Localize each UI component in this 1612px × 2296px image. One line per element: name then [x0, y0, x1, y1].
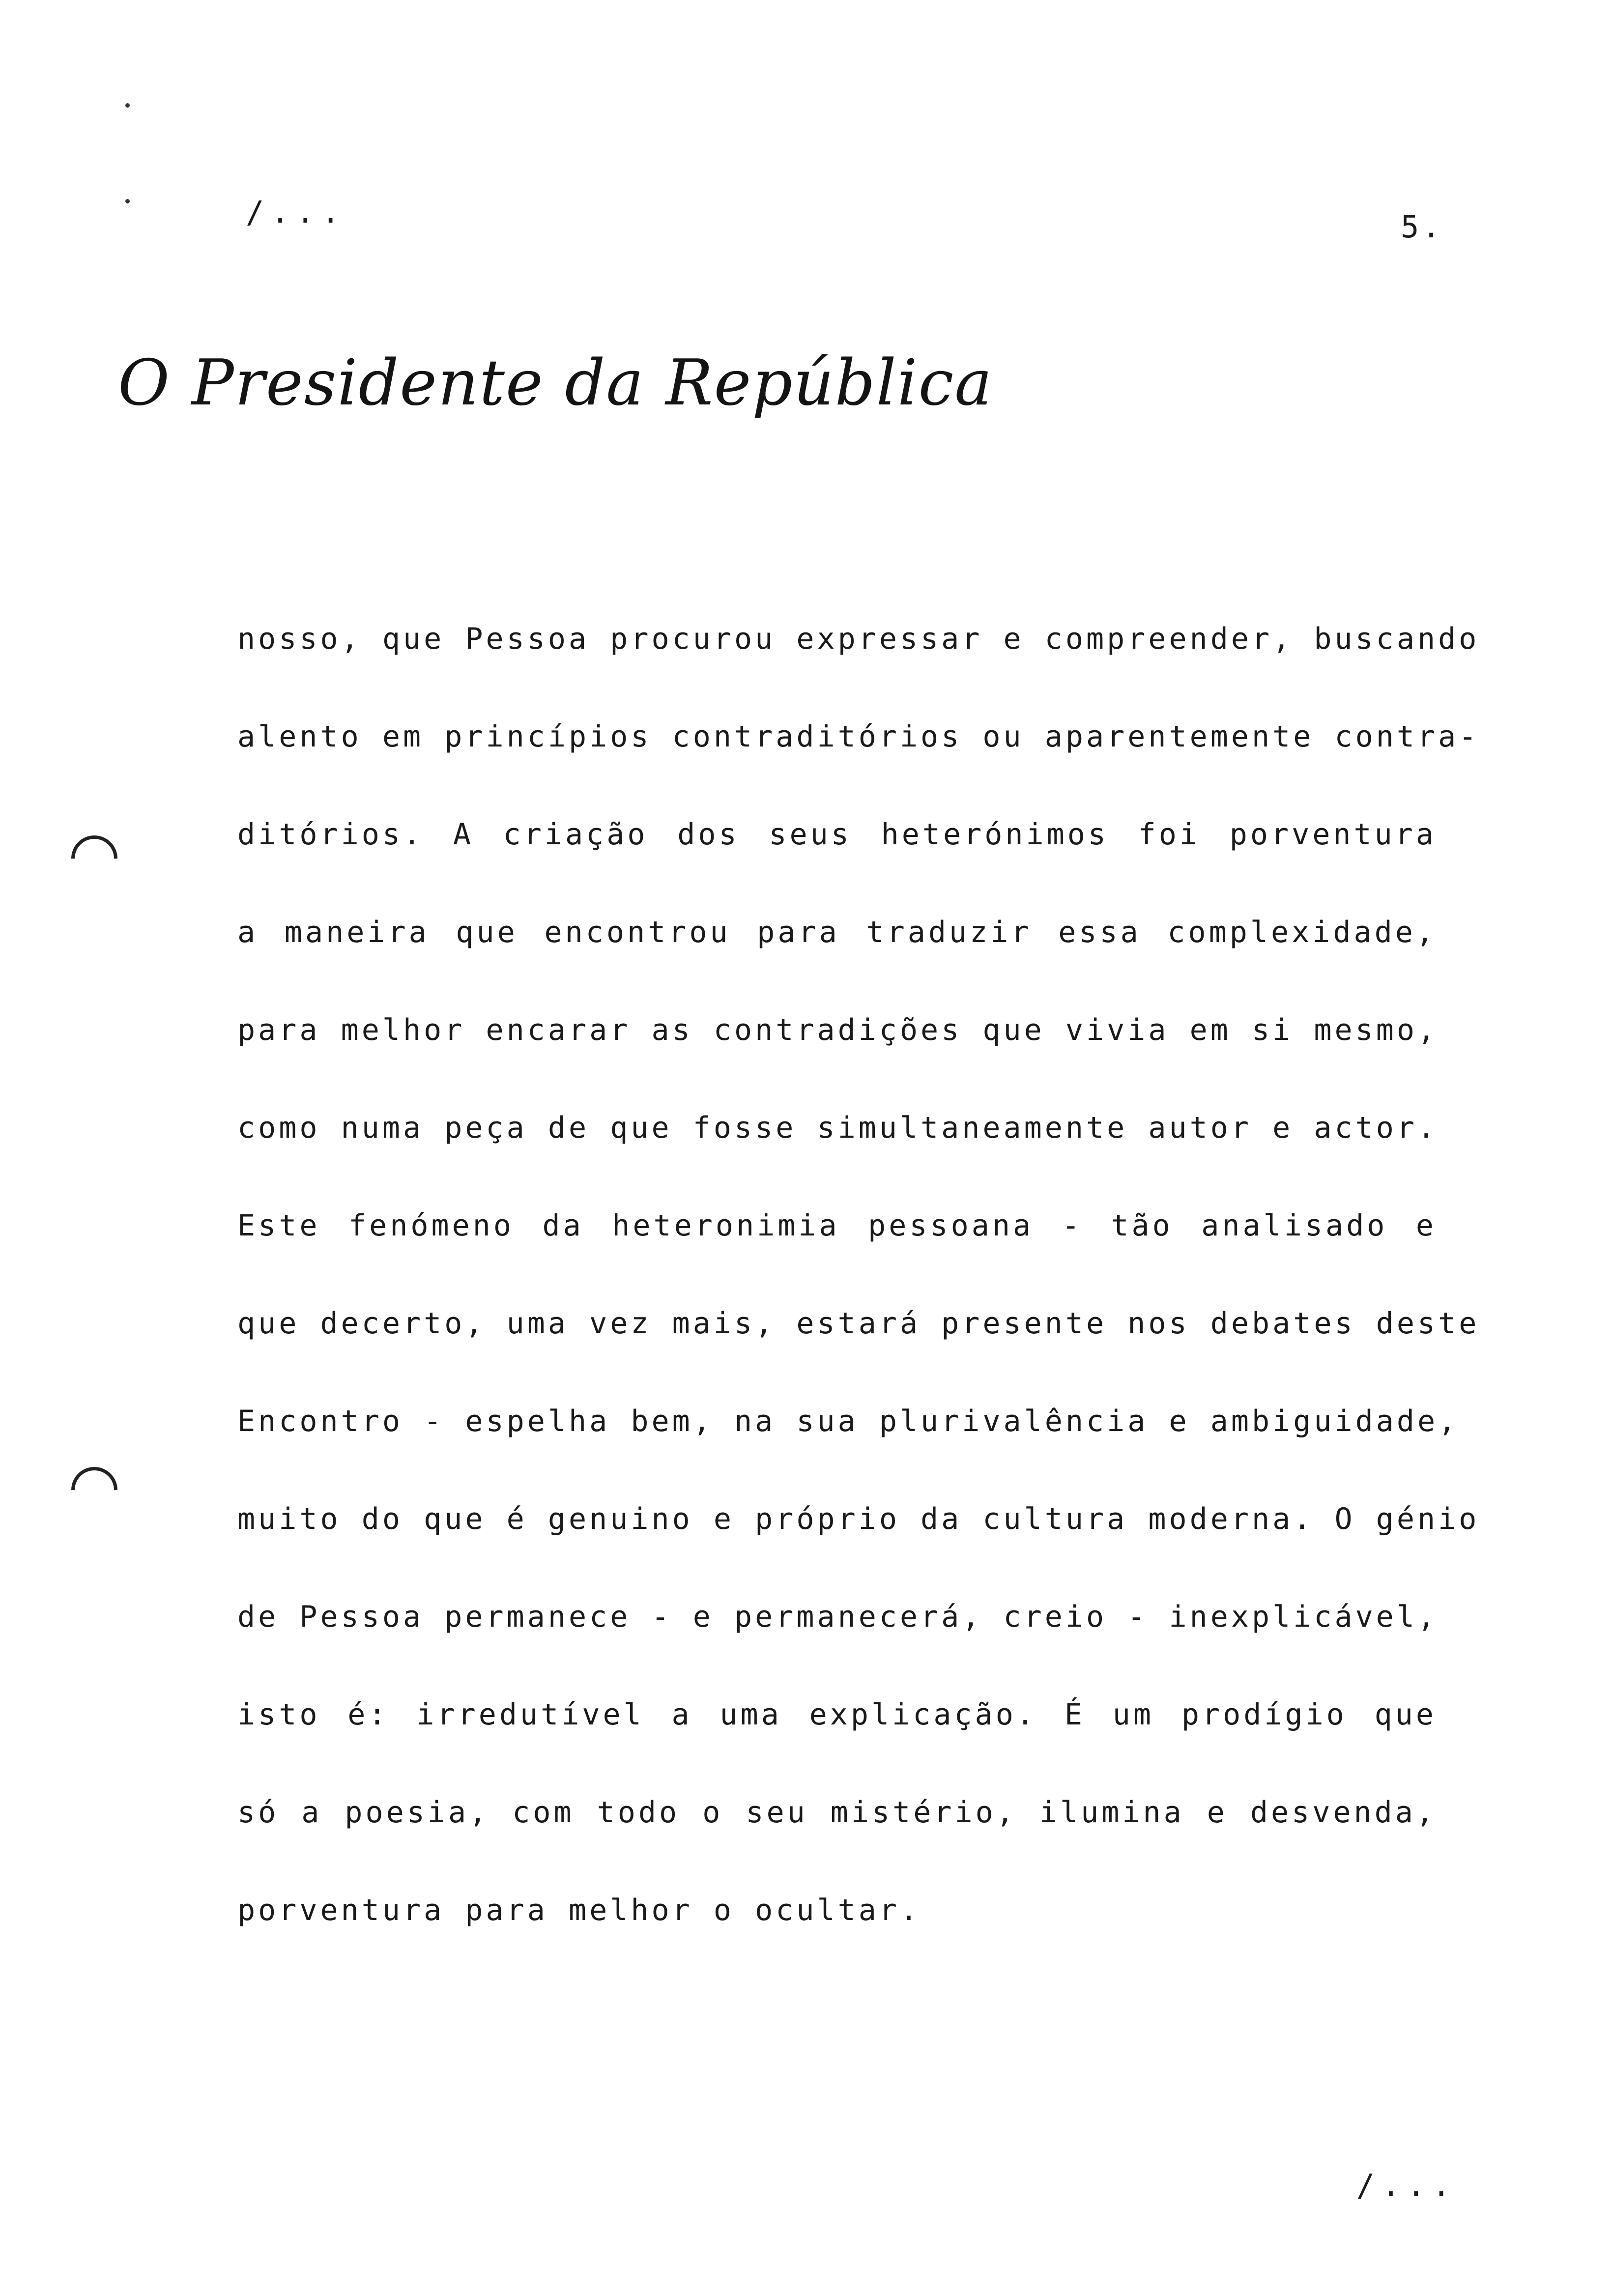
page-number: 5.: [1401, 209, 1443, 245]
text-line: só a poesia, com todo o seu mistério, ilumina e desvenda,: [237, 1795, 1437, 1830]
text-line: nosso, que Pessoa procurou expressar e compreender, buscando: [237, 622, 1480, 656]
text-line: Este fenómeno da heteronimia pessoana - tão analisado e: [237, 1208, 1437, 1243]
punch-hole-icon: [62, 826, 127, 891]
text-line: porventura para melhor o ocultar.: [237, 1893, 921, 1927]
text-line: muito do que é genuino e próprio da cultura moderna. O génio: [237, 1502, 1480, 1536]
text-line: de Pessoa permanece - e permanecerá, creio - inexplicável,: [237, 1600, 1439, 1634]
continuation-mark-top: /...: [246, 194, 347, 230]
text-line: Encontro - espelha bem, na sua plurivalência e ambiguidade,: [237, 1404, 1459, 1438]
text-line: isto é: irredutível a uma explicação. É um prodígio que: [237, 1697, 1437, 1732]
punch-hole-icon: [62, 1458, 127, 1523]
page-speck: [125, 103, 130, 108]
text-line: a maneira que encontrou para traduzir essa complexidade,: [237, 915, 1437, 949]
text-line: que decerto, uma vez mais, estará presente nos debates deste: [237, 1306, 1480, 1341]
letterhead-title: O Presidente da República: [118, 346, 993, 420]
body-text: [237, 622, 1480, 1993]
page-speck: [125, 199, 130, 203]
text-line: alento em princípios contraditórios ou aparentemente contra-: [237, 719, 1480, 754]
continuation-mark-bottom: /...: [1356, 2167, 1458, 2203]
text-line: para melhor encarar as contradições que vivia em si mesmo,: [237, 1013, 1439, 1047]
text-line: como numa peça de que fosse simultaneamente autor e actor.: [237, 1111, 1439, 1145]
text-line: ditórios. A criação dos seus heterónimos foi porventura: [237, 817, 1437, 852]
